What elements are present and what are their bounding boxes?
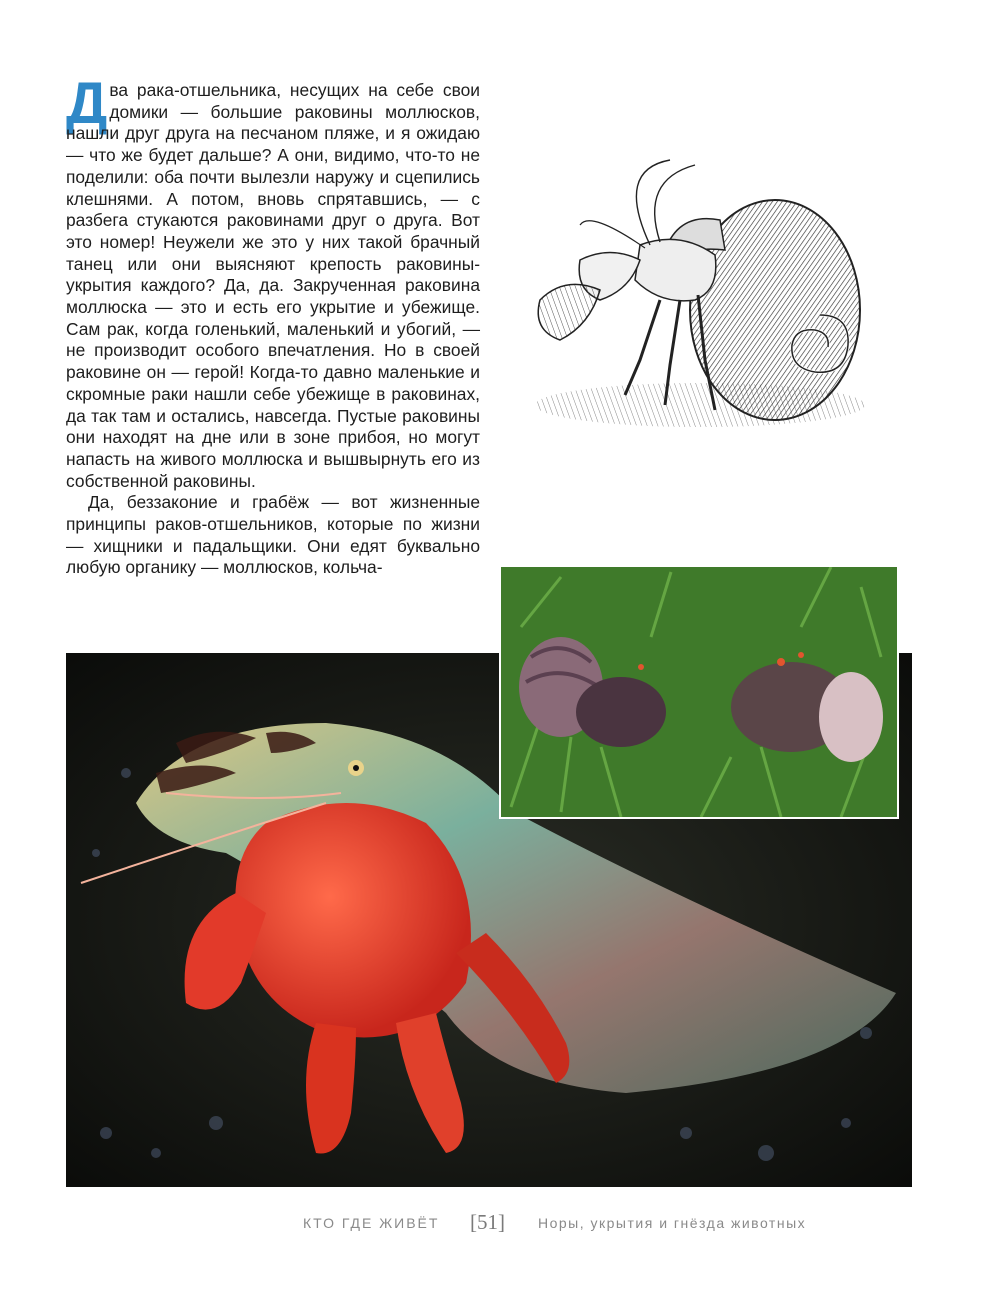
section-title: Норы, укрытия и гнёзда животных — [538, 1215, 807, 1231]
drop-cap: Д — [66, 71, 108, 136]
paragraph-1 — [66, 71, 480, 492]
paragraph-2: Да, беззаконие и грабёж — вот жизненные принципы раков-отшельников, которые по жизни — хищники и падальщики. Они едят буквально любую органику — моллюсков, кольча- — [66, 492, 480, 578]
hermit-crab-engraving — [520, 150, 865, 435]
page-number: [51] — [470, 1210, 505, 1234]
article-text — [66, 71, 480, 579]
page-footer — [0, 1210, 1000, 1240]
paragraph-1-text: ва рака-отшельника, несущих на себе свои домики — большие раковины моллюсков, нашли друг друга на песчаном пляже, и я ожидаю — что же будет дальше? А они, видимо, что-то не поделили: оба почти вылезли наружу и сцепились клешнями. А потом, вновь спрятавшись, — с разбега стукаются раковинами друг о друга. Вот это номер! Неужели же это у них такой брачный танец или они выясняют крепость раковины-укрытия каждого? Да, да. Закрученная раковина моллюска — это и есть его укрытие и убежище. Сам рак, когда голенький, маленький и убогий, — не производит особого впечатления. Но в своей раковине он — герой! Когда-то давно маленькие и скромные раки нашли себе убежище в раковинах, да так там и остались, навсегда. Пустые раковины они находят на дне или в зоне прибоя, но могут напасть на живого моллюска и вышвырнуть его из собственной раковины. — [66, 80, 480, 491]
two-hermit-crabs-photo — [499, 565, 899, 819]
book-title: КТО ГДЕ ЖИВЁТ — [303, 1215, 440, 1231]
